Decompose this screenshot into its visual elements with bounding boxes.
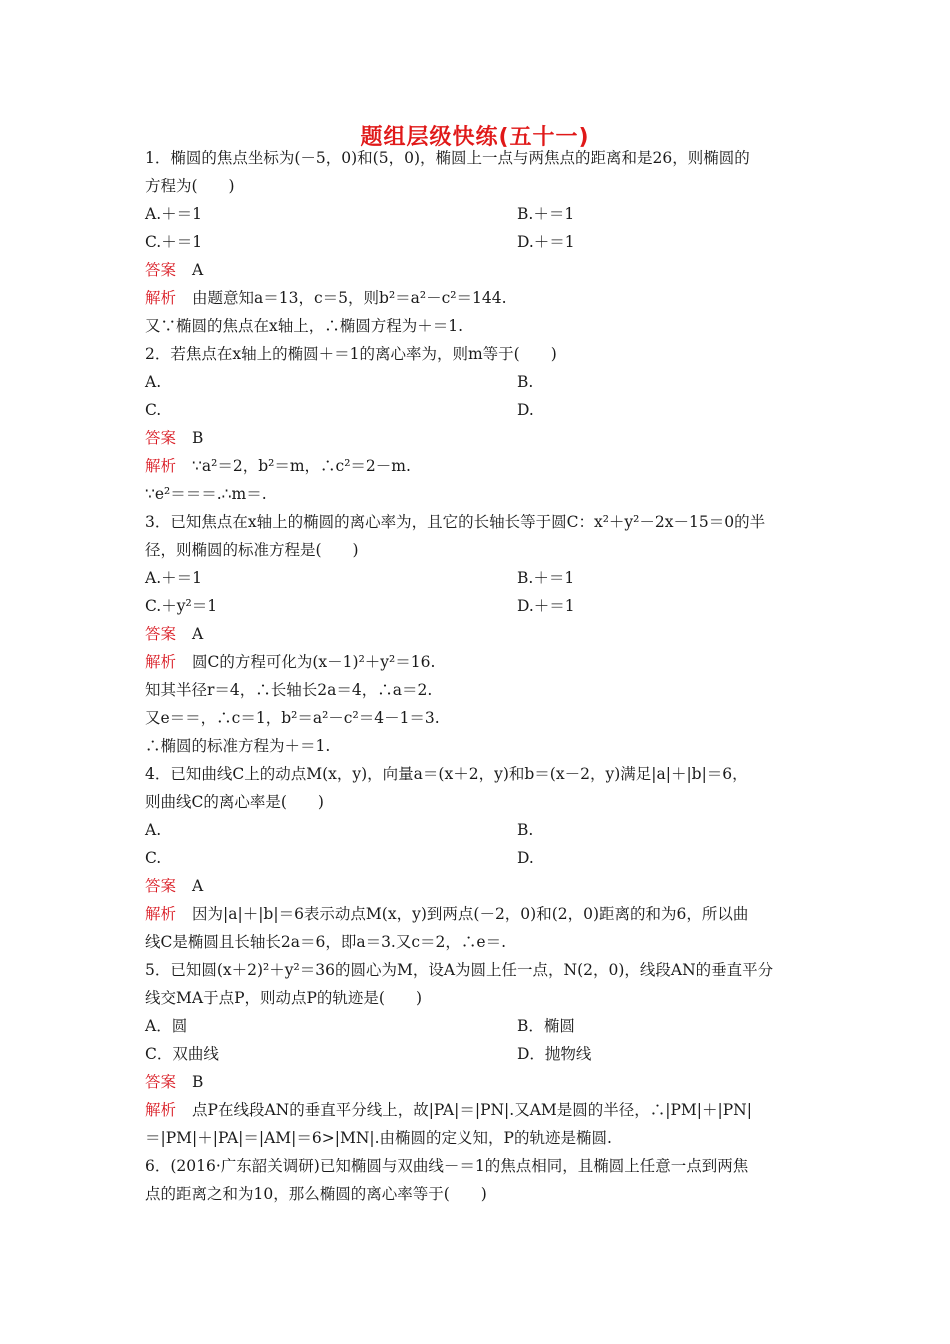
question-4-line-2: 则曲线C的离心率是( ) xyxy=(145,793,324,811)
question-3-analysis-line-2: 知其半径r＝4，∴长轴长2a＝4，∴a＝2. xyxy=(145,681,433,699)
analysis-label: 解析 xyxy=(145,653,177,671)
analysis-text: 点P在线段AN的垂直平分线上，故|PA|＝|PN|.又AM是圆的半径，∴|PM|＋|PN| xyxy=(192,1101,752,1119)
question-2-analysis-line-1 xyxy=(145,456,411,476)
question-4-option-a: A. xyxy=(145,821,162,839)
question-3-option-b: B.＋＝1 xyxy=(517,569,575,587)
question-2-line-1: 2．若焦点在x轴上的椭圆＋＝1的离心率为，则m等于( ) xyxy=(145,345,557,363)
question-2-option-c: C. xyxy=(145,401,162,419)
question-1-option-a: A.＋＝1 xyxy=(145,205,202,223)
question-2-option-b: B. xyxy=(517,373,534,391)
question-1-analysis-line-2: 又∵椭圆的焦点在x轴上，∴椭圆方程为＋＝1. xyxy=(145,317,464,335)
analysis-label: 解析 xyxy=(145,1101,177,1119)
question-2-option-d: D. xyxy=(517,401,534,419)
answer-value: B xyxy=(192,1073,204,1091)
answer-label: 答案 xyxy=(145,261,177,279)
analysis-text: 圆C的方程可化为(x－1)²＋y²＝16. xyxy=(192,653,436,671)
analysis-text: 由题意知a＝13，c＝5，则b²＝a²－c²＝144. xyxy=(192,289,507,307)
question-2-analysis-line-2: ∵e²＝＝＝.∴m＝. xyxy=(145,485,267,503)
analysis-label: 解析 xyxy=(145,289,177,307)
answer-label: 答案 xyxy=(145,877,177,895)
question-5-option-c: C．双曲线 xyxy=(145,1045,219,1063)
answer-label: 答案 xyxy=(145,625,177,643)
question-4-option-b: B. xyxy=(517,821,534,839)
answer-value: A xyxy=(192,877,204,895)
question-4-option-d: D. xyxy=(517,849,534,867)
question-1-option-b: B.＋＝1 xyxy=(517,205,575,223)
answer-label: 答案 xyxy=(145,1073,177,1091)
question-5-analysis-line-2: ＝|PM|＋|PA|＝|AM|＝6>|MN|.由椭圆的定义知，P的轨迹是椭圆. xyxy=(145,1129,612,1147)
question-6-line-1: 6．(2016·广东韶关调研)已知椭圆与双曲线－＝1的焦点相同，且椭圆上任意一点到两焦 xyxy=(145,1157,749,1175)
question-1-line-2: 方程为( ) xyxy=(145,177,235,195)
analysis-text: ∵a²＝2，b²＝m，∴c²＝2－m. xyxy=(192,457,411,475)
question-3-option-c: C.＋y²＝1 xyxy=(145,597,218,615)
question-3-analysis-line-3: 又e＝＝，∴c＝1，b²＝a²－c²＝4－1＝3. xyxy=(145,709,440,727)
question-1-option-c: C.＋＝1 xyxy=(145,233,203,251)
question-5-line-1: 5．已知圆(x＋2)²＋y²＝36的圆心为M，设A为圆上任一点，N(2，0)，线段AN的垂直平分 xyxy=(145,961,774,979)
answer-label: 答案 xyxy=(145,429,177,447)
answer-value: B xyxy=(192,429,204,447)
question-5-analysis-line-1 xyxy=(145,1100,752,1120)
analysis-text: 因为|a|＋|b|＝6表示动点M(x，y)到两点(－2，0)和(2，0)距离的和为6，所以曲 xyxy=(192,905,749,923)
analysis-label: 解析 xyxy=(145,457,177,475)
question-3-answer xyxy=(145,624,203,644)
question-2-option-a: A. xyxy=(145,373,162,391)
question-4-analysis-line-1 xyxy=(145,904,748,924)
question-5-line-2: 线交MA于点P，则动点P的轨迹是( ) xyxy=(145,989,423,1007)
question-6-line-2: 点的距离之和为10，那么椭圆的离心率等于( ) xyxy=(145,1185,487,1203)
question-3-line-1: 3．已知焦点在x轴上的椭圆的离心率为，且它的长轴长等于圆C：x²＋y²－2x－15＝0的半 xyxy=(145,513,766,531)
question-1-analysis-line-1 xyxy=(145,288,507,308)
question-3-line-2: 径，则椭圆的标准方程是( ) xyxy=(145,541,359,559)
question-5-answer xyxy=(145,1072,203,1092)
question-5-option-b: B．椭圆 xyxy=(517,1017,575,1035)
analysis-label: 解析 xyxy=(145,905,177,923)
question-1-line-1: 1．椭圆的焦点坐标为(－5，0)和(5，0)，椭圆上一点与两焦点的距离和是26，则椭圆的 xyxy=(145,149,750,167)
question-4-answer xyxy=(145,876,203,896)
page-title: 题组层级快练(五十一) xyxy=(360,125,590,150)
question-4-analysis-line-2: 线C是椭圆且长轴长2a＝6，即a＝3.又c＝2，∴e＝. xyxy=(145,933,506,951)
question-1-answer xyxy=(145,260,203,280)
question-5-option-d: D．抛物线 xyxy=(517,1045,592,1063)
question-2-answer xyxy=(145,428,203,448)
answer-value: A xyxy=(192,261,204,279)
question-4-option-c: C. xyxy=(145,849,162,867)
question-5-option-a: A．圆 xyxy=(145,1017,188,1035)
question-4-line-1: 4．已知曲线C上的动点M(x，y)，向量a＝(x＋2，y)和b＝(x－2，y)满足|a|＋|b|＝6， xyxy=(145,765,748,783)
answer-value: A xyxy=(192,625,204,643)
question-3-option-d: D.＋＝1 xyxy=(517,597,575,615)
question-3-analysis-line-4: ∴椭圆的标准方程为＋＝1. xyxy=(145,737,331,755)
question-3-analysis-line-1 xyxy=(145,652,435,672)
question-3-option-a: A.＋＝1 xyxy=(145,569,202,587)
question-1-option-d: D.＋＝1 xyxy=(517,233,575,251)
